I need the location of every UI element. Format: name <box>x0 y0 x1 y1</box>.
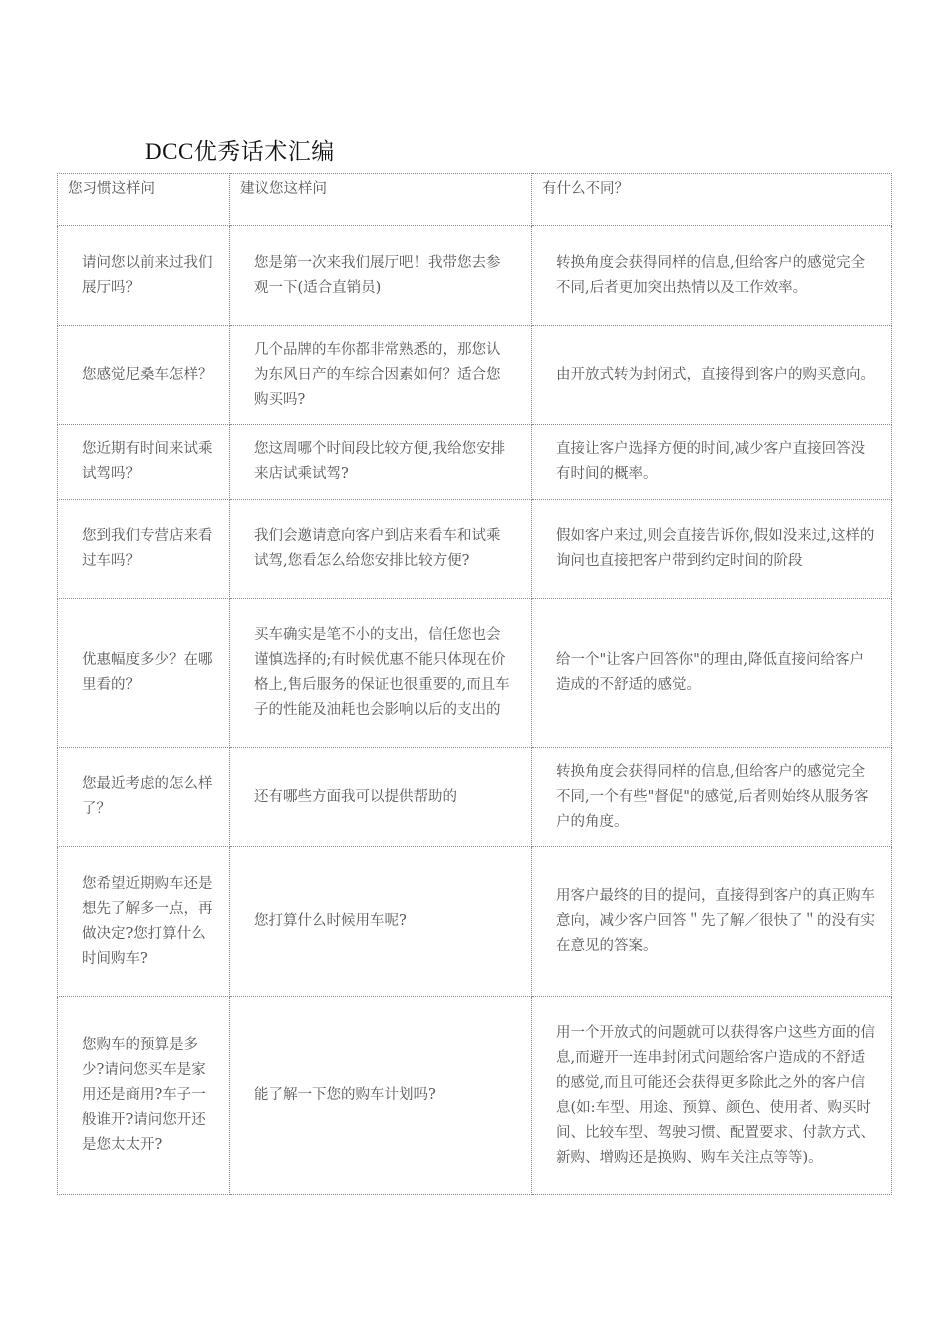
difference-note: 转换角度会获得同样的信息,但给客户的感觉完全不同,一个有些"督促"的感觉,后者则始终从服务客户的角度。 <box>532 748 892 847</box>
habit-question: 您近期有时间来试乘试驾吗？ <box>58 425 230 500</box>
habit-question: 您购车的预算是多少?请问您买车是家用还是商用?车子一般谁开?请问您开还是您太太开? <box>58 997 230 1195</box>
suggested-question: 能了解一下您的购车计划吗? <box>230 997 532 1195</box>
difference-note: 用客户最终的目的提问，直接得到客户的真正购车意向，减少客户回答＂先了解／很快了＂的没有实在意见的答案。 <box>532 847 892 997</box>
suggested-question: 几个品牌的车你都非常熟悉的，那您认为东风日产的车综合因素如何？适合您购买吗? <box>230 326 532 425</box>
table-row <box>58 997 892 1195</box>
difference-note: 转换角度会获得同样的信息,但给客户的感觉完全不同,后者更加突出热情以及工作效率。 <box>532 226 892 326</box>
habit-question: 您最近考虑的怎么样了？ <box>58 748 230 847</box>
habit-question: 请问您以前来过我们展厅吗？ <box>58 226 230 326</box>
suggested-question: 我们会邀请意向客户到店来看车和试乘试驾,您看怎么给您安排比较方便? <box>230 500 532 599</box>
difference-note: 由开放式转为封闭式，直接得到客户的购买意向。 <box>532 326 892 425</box>
suggested-question: 买车确实是笔不小的支出，信任您也会谨慎选择的;有时候优惠不能只体现在价格上,售后服务的保证也很重要的,而且车子的性能及油耗也会影响以后的支出的 <box>230 599 532 748</box>
table-row <box>58 748 892 847</box>
suggested-question: 还有哪些方面我可以提供帮助的 <box>230 748 532 847</box>
habit-question: 您感觉尼桑车怎样？ <box>58 326 230 425</box>
difference-note: 假如客户来过,则会直接告诉你,假如没来过,这样的询问也直接把客户带到约定时间的阶段 <box>532 500 892 599</box>
header-difference: 有什么不同？ <box>532 174 892 226</box>
table-row <box>58 326 892 425</box>
document-title: DCC优秀话术汇编 <box>145 139 335 164</box>
suggested-question: 您打算什么时候用车呢? <box>230 847 532 997</box>
header-habit: 您习惯这样问 <box>58 174 230 226</box>
header-suggest: 建议您这样问 <box>230 174 532 226</box>
table-row <box>58 599 892 748</box>
table-row <box>58 500 892 599</box>
difference-note: 用一个开放式的问题就可以获得客户这些方面的信息,而避开一连串封闭式问题给客户造成的不舒适的感觉,而且可能还会获得更多除此之外的客户信息(如:车型、用途、预算、颜色、使用者、购买时间、比较车型、驾驶习惯、配置要求、付款方式、新购、增购还是换购、购车关注点等等)。 <box>532 997 892 1195</box>
table-row <box>58 226 892 326</box>
difference-note: 给一个"让客户回答你"的理由,降低直接问给客户造成的不舒适的感觉。 <box>532 599 892 748</box>
table-row <box>58 425 892 500</box>
suggested-question: 您是第一次来我们展厅吧！我带您去参观一下(适合直销员) <box>230 226 532 326</box>
suggested-question: 您这周哪个时间段比较方便,我给您安排来店试乘试驾? <box>230 425 532 500</box>
table-header-row <box>58 174 892 226</box>
habit-question: 您到我们专营店来看过车吗？ <box>58 500 230 599</box>
habit-question: 优惠幅度多少？在哪里看的？ <box>58 599 230 748</box>
talk-comparison-table <box>57 173 892 1195</box>
table-row <box>58 847 892 997</box>
difference-note: 直接让客户选择方便的时间,减少客户直接回答没有时间的概率。 <box>532 425 892 500</box>
habit-question: 您希望近期购车还是想先了解多一点，再做决定?您打算什么时间购车? <box>58 847 230 997</box>
